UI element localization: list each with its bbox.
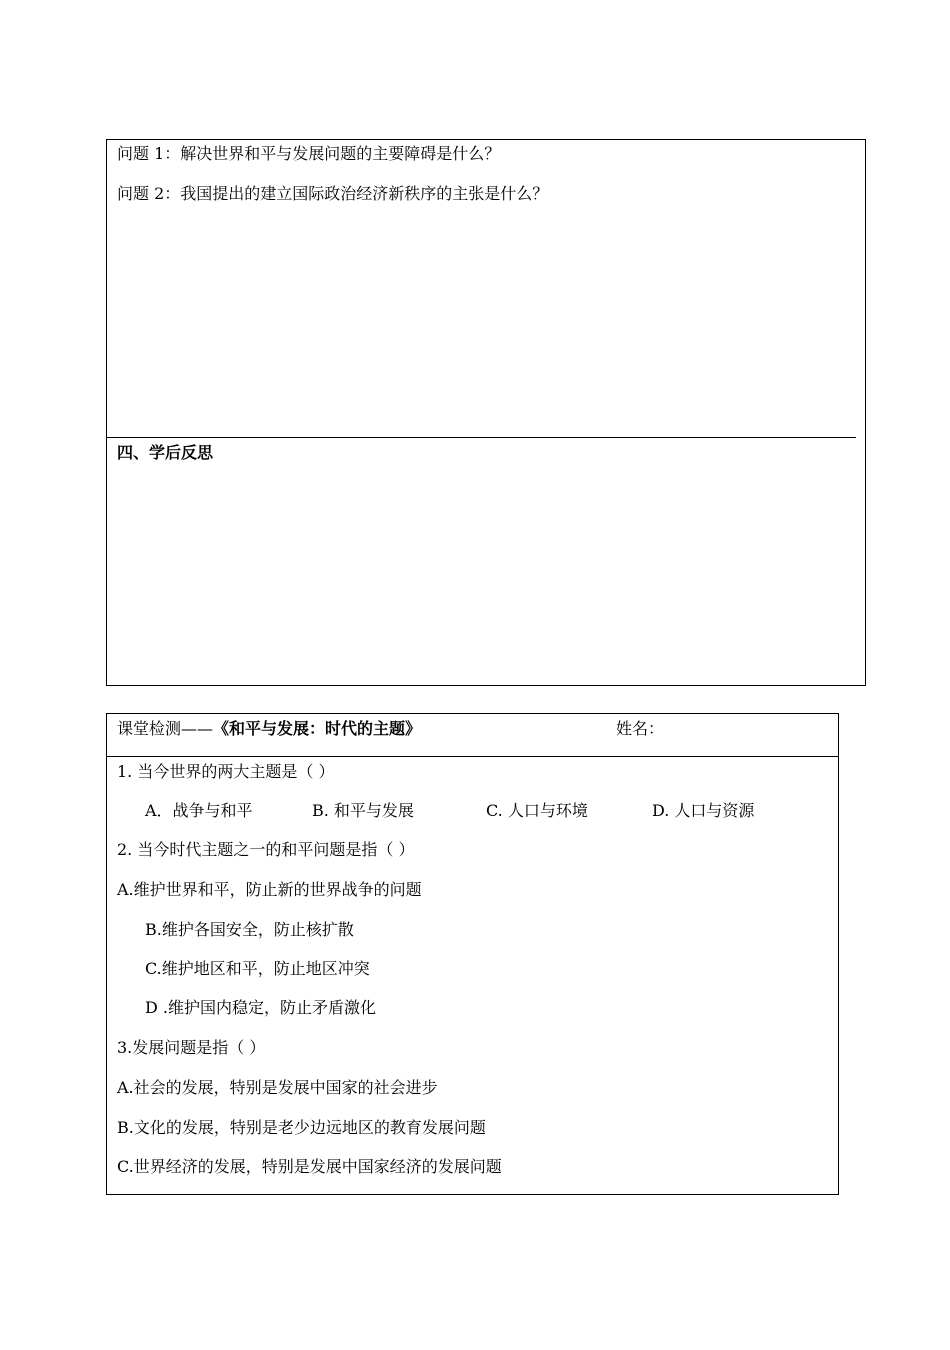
quiz-q2-stem: 2. 当今时代主题之一的和平问题是指（ ） [117,840,415,859]
quiz-header [117,719,421,739]
quiz-header-prefix: 课堂检测—— [117,719,214,738]
quiz-q3-option-b: B.文化的发展，特别是老少边远地区的教育发展问题 [117,1118,486,1137]
section-divider [106,437,856,438]
quiz-q2-option-c: C.维护地区和平，防止地区冲突 [145,959,370,978]
quiz-title: 《和平与发展：时代的主题》 [213,719,422,738]
quiz-q3-stem: 3.发展问题是指（ ） [117,1038,266,1057]
quiz-q1-option-d: D. 人口与资源 [652,801,755,820]
quiz-q2-option-b: B.维护各国安全，防止核扩散 [145,920,354,939]
name-label: 姓名： [616,719,665,738]
quiz-q1-option-c: C. 人口与环境 [486,801,588,820]
quiz-q1-stem: 1. 当今世界的两大主题是（ ） [117,762,335,781]
quiz-q1-option-b: B. 和平与发展 [312,801,414,820]
question-2: 问题 2：我国提出的建立国际政治经济新秩序的主张是什么？ [117,184,549,203]
quiz-q3-option-c: C.世界经济的发展，特别是发展中国家经济的发展问题 [117,1157,502,1176]
quiz-q2-option-d: D .维护国内稳定，防止矛盾激化 [145,998,377,1017]
question-1: 问题 1：解决世界和平与发展问题的主要障碍是什么？ [117,144,501,163]
quiz-q2-option-a: A.维护世界和平，防止新的世界战争的问题 [117,880,422,899]
quiz-header-divider [106,756,839,757]
quiz-q3-option-a: A.社会的发展，特别是发展中国家的社会进步 [117,1078,438,1097]
questions-box [106,139,866,686]
section-4-title: 四、学后反思 [117,443,214,462]
quiz-q1-option-a: A．战争与和平 [145,801,253,820]
